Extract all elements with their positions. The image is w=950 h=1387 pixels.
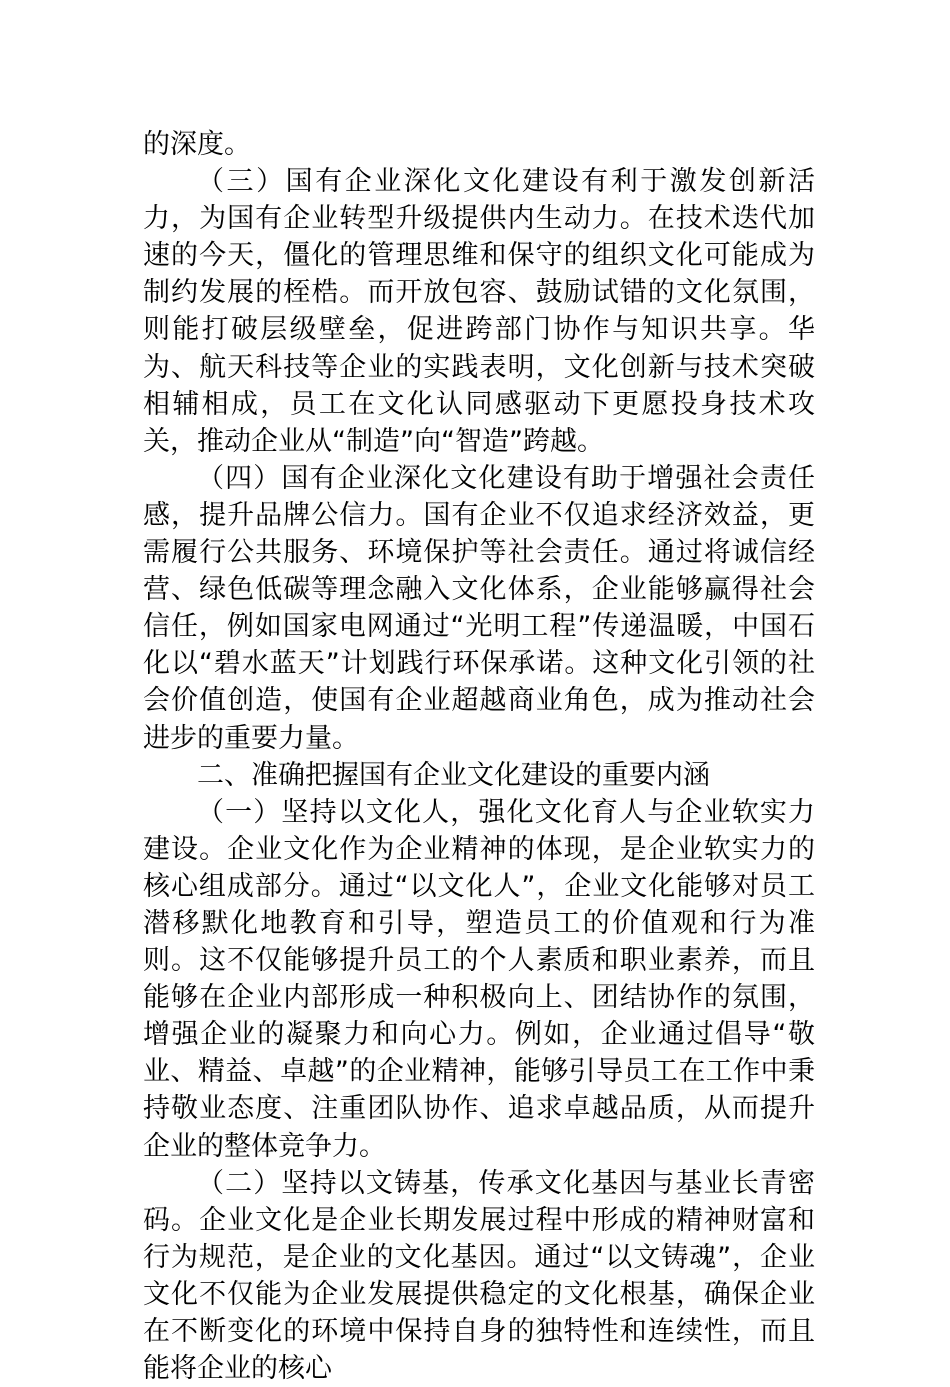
document-page <box>143 126 815 1387</box>
paragraph-continuation: 的深度。 <box>143 129 251 160</box>
paragraph-culture-foundation: （二）坚持以文铸基，传承文化基因与基业长青密码。企业文化是企业长期发展过程中形成的精神财富和行为规范，是企业的文化基因。通过“以文铸魂”，企业文化不仅能为企业发展提供稳定的文化根基，确保企业在不断变化的环境中保持自身的独特性和连续性，而且能将企业的核心 <box>143 1167 815 1385</box>
paragraph-culture-education: （一）坚持以文化人，强化文化育人与企业软实力建设。企业文化作为企业精神的体现，是企业软实力的核心组成部分。通过“以文化人”，企业文化能够对员工潜移默化地教育和引导，塑造员工的价值观和行为准则。这不仅能够提升员工的个人素质和职业素养，而且能够在企业内部形成一种积极向上、团结协作的氛围，增强企业的凝聚力和向心力。例如，企业通过倡导“敬业、精益、卓越”的企业精神，能够引导员工在工作中秉持敬业态度、注重团队协作、追求卓越品质，从而提升企业的整体竞争力。 <box>143 796 815 1162</box>
section-heading: 二、准确把握国有企业文化建设的重要内涵 <box>197 759 710 791</box>
paragraph-innovation: （三）国有企业深化文化建设有利于激发创新活力，为国有企业转型升级提供内生动力。在技术迭代加速的今天，僵化的管理思维和保守的组织文化可能成为制约发展的桎梏。而开放包容、鼓励试错的文化氛围，则能打破层级壁垒，促进跨部门协作与知识共享。华为、航天科技等企业的实践表明，文化创新与技术突破相辅相成，员工在文化认同感驱动下更愿投身技术攻关，推动企业从“制造”向“智造”跨越。 <box>143 166 815 457</box>
paragraph-social-responsibility: （四）国有企业深化文化建设有助于增强社会责任感，提升品牌公信力。国有企业不仅追求经济效益，更需履行公共服务、环境保护等社会责任。通过将诚信经营、绿色低碳等理念融入文化体系，企业能够赢得社会信任，例如国家电网通过“光明工程”传递温暖，中国石化以“碧水蓝天”计划践行环保承诺。这种文化引领的社会价值创造，使国有企业超越商业角色，成为推动社会进步的重要力量。 <box>143 462 815 754</box>
